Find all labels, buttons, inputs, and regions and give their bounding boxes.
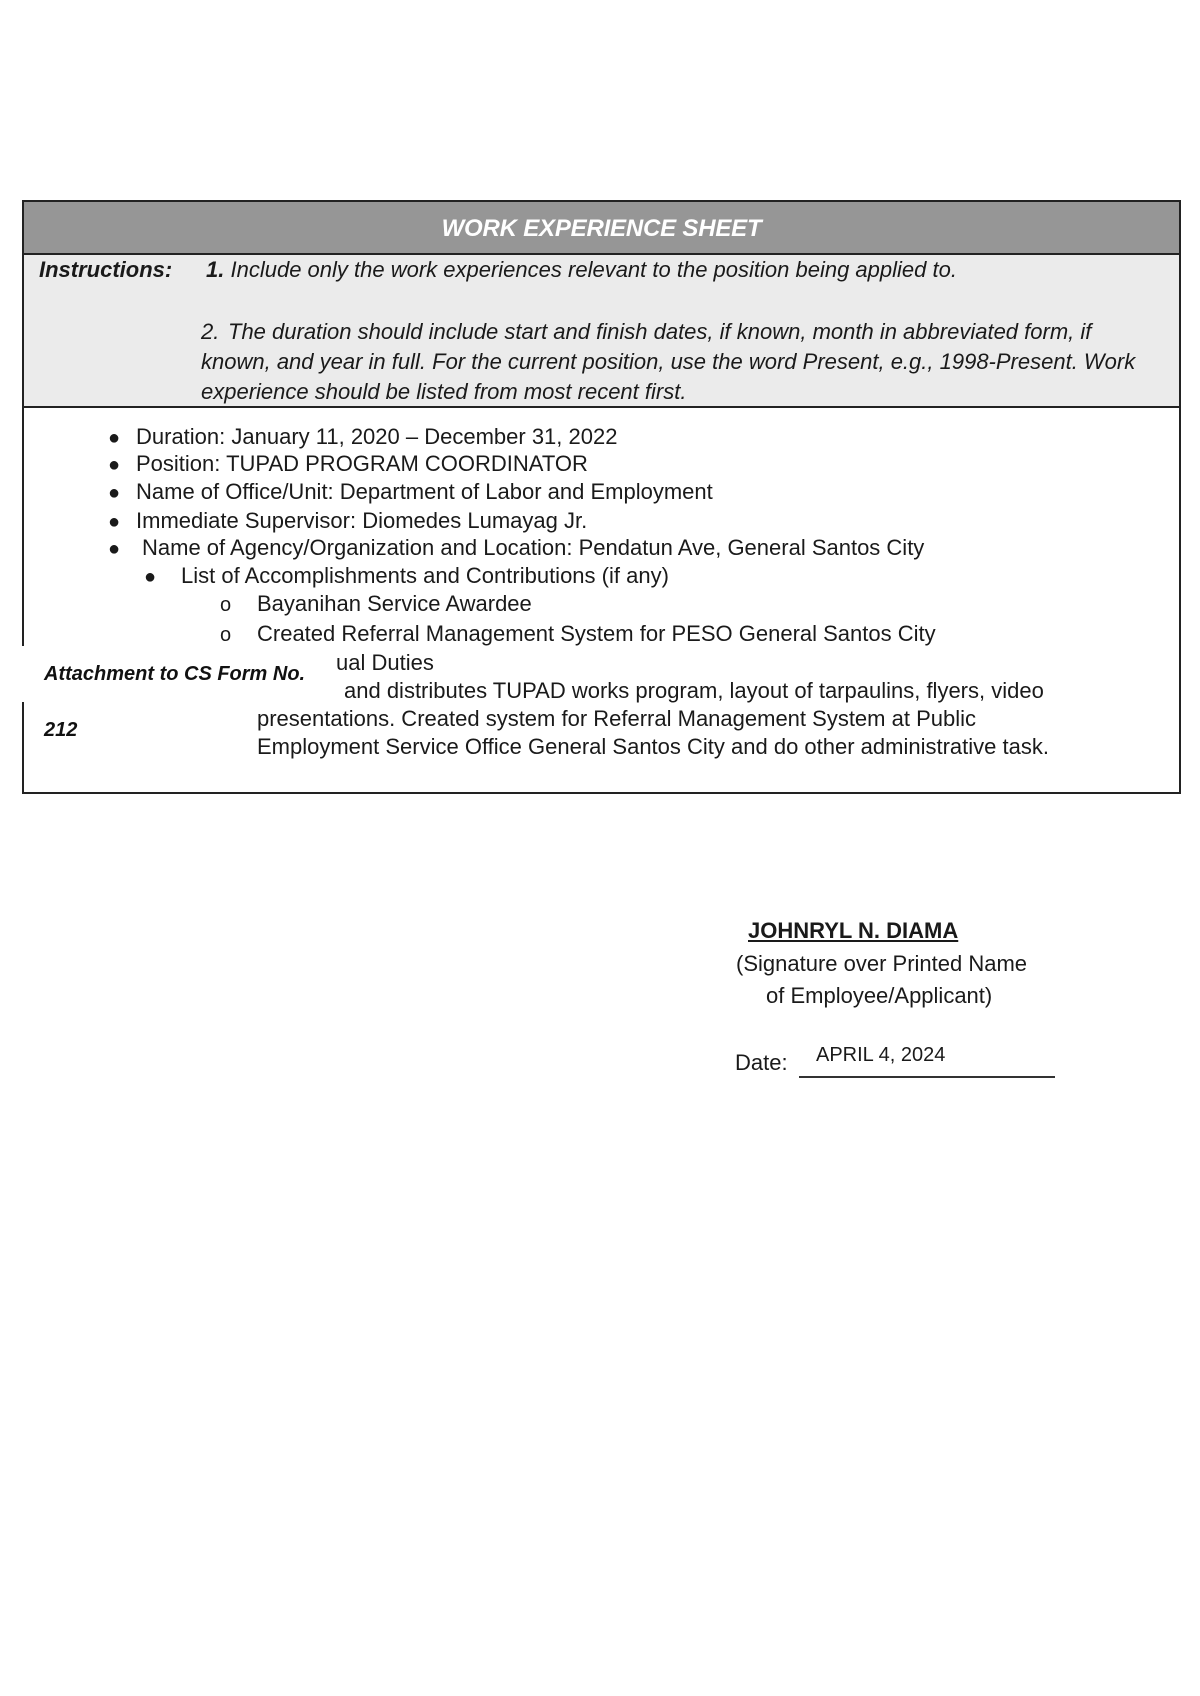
accomplishment-item: Bayanihan Service Awardee: [257, 591, 532, 616]
signature-caption: of Employee/Applicant): [766, 983, 993, 1008]
accomplishments-header: List of Accomplishments and Contributions (if any): [181, 563, 669, 588]
attachment-label: Attachment to CS Form No. 212: [0, 646, 320, 702]
duties-header: ual Duties: [336, 650, 434, 675]
duties-line: presentations. Created system for Referral Management System at Public: [257, 706, 976, 731]
instructions-section: [24, 255, 1179, 408]
duties-line: and distributes TUPAD works program, layout of tarpaulins, flyers, video: [344, 678, 1044, 703]
work-experience-sheet: [22, 200, 1181, 794]
date-label: Date:: [735, 1050, 788, 1075]
duties-line: Employment Service Office General Santos City and do other administrative task.: [257, 734, 1049, 759]
signatory-name: JOHNRYL N. DIAMA: [748, 918, 959, 943]
entry-agency: Name of Agency/Organization and Location: Pendatun Ave, General Santos City: [142, 535, 925, 560]
instruction-2-text: The duration should include start and finish dates, if known, month in abbreviated form, if known, and year in full. For the current position, use the word Present, e.g., 1998-Present. Work experience should be listed from most recent first.: [201, 319, 1136, 404]
work-entry-list: [24, 408, 1179, 792]
entry-duration: Duration: January 11, 2020 – December 31, 2022: [136, 424, 618, 449]
entry-position: Position: TUPAD PROGRAM COORDINATOR: [136, 451, 588, 476]
instructions-label: Instructions:: [39, 257, 173, 282]
entry-supervisor: Immediate Supervisor: Diomedes Lumayag Jr.: [136, 508, 588, 533]
instruction-item-1: [206, 257, 957, 283]
bullet-icon: ●: [108, 482, 121, 504]
bullet-icon: ●: [108, 538, 121, 560]
bullet-icon: ●: [108, 511, 121, 533]
instruction-2-number: 2.: [201, 319, 220, 344]
accomplishment-item: Created Referral Management System for PESO General Santos City: [257, 621, 936, 646]
instruction-item-2: [201, 317, 1161, 407]
instruction-1-number: 1.: [206, 257, 225, 282]
instruction-1-text: Include only the work experiences relevant to the position being applied to.: [230, 257, 957, 282]
entry-office: Name of Office/Unit: Department of Labor and Employment: [136, 479, 713, 504]
sub-bullet-icon: o: [220, 624, 232, 646]
bullet-icon: ●: [144, 566, 157, 588]
bullet-icon: ●: [108, 427, 121, 449]
sheet-title: WORK EXPERIENCE SHEET: [24, 202, 1179, 255]
signature-caption: (Signature over Printed Name: [736, 951, 1028, 976]
sub-bullet-icon: o: [220, 594, 232, 616]
bullet-icon: ●: [108, 454, 121, 476]
date-value: APRIL 4, 2024: [816, 1044, 946, 1066]
date-underline: [799, 1076, 1055, 1078]
